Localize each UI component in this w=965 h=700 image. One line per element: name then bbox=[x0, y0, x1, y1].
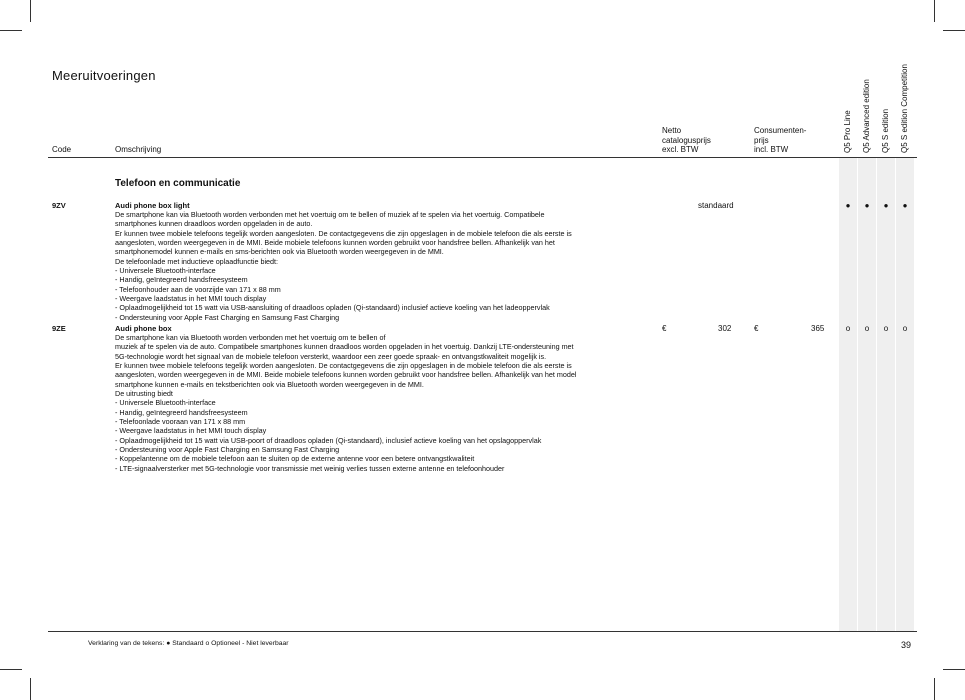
crop-mark bbox=[943, 30, 965, 31]
availability-mark: ● bbox=[864, 201, 870, 210]
header-rule bbox=[48, 157, 917, 158]
availability-mark: ● bbox=[902, 201, 908, 210]
legend: Verklaring van de tekens: ● Standaard o Optioneel - Niet leverbaar bbox=[88, 640, 289, 647]
footer-rule bbox=[48, 631, 917, 632]
crop-mark bbox=[0, 30, 22, 31]
availability-mark: o bbox=[864, 324, 870, 333]
consumer-price-value: 365 bbox=[811, 324, 825, 333]
option-description: De smartphone kan via Bluetooth worden verbonden met het voertuig om te bellen of muziek af te spelen via de auto. Compatibele smartphones kunnen draadloos worden opgeladen in het voertuig. Dankzij LTE-ondersteuning met 5G-technologie wordt het signaal van de mobiele telefoon versterkt, waardoor een zeer goede spraak- en ontvangstkwaliteit mogelijk is. Er kunnen twee mobiele telefoons tegelijk worden aangesloten. De contactgegevens die zijn opgeslagen in de mobiele telefoon die als eerste is aangesloten, worden weergegeven in de MMI. Beide mobiele telefoons kunnen worden gebruikt voor handsfree bellen. Afhankelijk van het model smartphone kunnen e-mails en tekstberichten ook via Bluetooth worden weergegeven in de MMI. De uitrusting biedt - Universele Bluetooth-interface - Handig, geïntegreerd handsfreesysteem - Telefoonlade vooraan van 171 x 88 mm - Weergave laadstatus in het MMI touch display - Oplaadmogelijkheid tot 15 watt via USB-poort of draadloos opladen (Qi-standaard), inclusief actieve koeling van het opslagoppervlak - Ondersteuning voor Apple Fast Charging en Samsung Fast Charging - Koppelantenne om de mobiele telefoon aan te sluiten op de externe antenne voor een betere ontvangstkwaliteit - LTE-signaalversterker met 5G-technologie voor transmissie met weinig verlies tussen externe antenne en telefoonhouder bbox=[115, 333, 577, 473]
currency-symbol: € bbox=[754, 324, 759, 333]
crop-mark bbox=[934, 0, 935, 22]
model-column-shade bbox=[877, 157, 895, 631]
header-code: Code bbox=[52, 145, 72, 154]
availability-mark: o bbox=[902, 324, 908, 333]
crop-mark bbox=[934, 678, 935, 700]
crop-mark bbox=[0, 669, 22, 670]
availability-mark: ● bbox=[845, 201, 851, 210]
model-column-shade bbox=[896, 157, 914, 631]
option-code: 9ZV bbox=[52, 201, 66, 210]
availability-mark: o bbox=[845, 324, 851, 333]
model-column-shade bbox=[839, 157, 857, 631]
option-description: De smartphone kan via Bluetooth worden verbonden met het voertuig om te bellen of muziek af te spelen via het voertuig. Compatibele smartphones kunnen draadloos worden opgeladen in de auto. Er kunnen twee mobiele telefoons tegelijk worden aangesloten. De contactgegevens die zijn opgeslagen in de mobiele telefoon die als eerste is aangesloten, worden weergegeven in de MMI. Beide mobiele telefoons kunnen worden gebruikt voor handsfree bellen. Afhankelijk van het smartphonemodel kunnen e-mails en sms-berichten ook via Bluetooth worden weergegeven in de MMI. De telefoonlade met inductieve oplaadfunctie biedt: - Universele Bluetooth-interface - Handig, geïntegreerd handsfreesysteem - Telefoonhouder aan de voorzijde van 171 x 88 mm - Weergave laadstatus in het MMI touch display - Oplaadmogelijkheid tot 15 watt via USB-aansluiting of draadloos opladen (Qi-standaard) inclusief actieve koeling van het ladeoppervlak - Ondersteuning voor Apple Fast Charging en Samsung Fast Charging bbox=[115, 210, 572, 322]
model-column-shade bbox=[858, 157, 876, 631]
option-title: Audi phone box bbox=[115, 324, 172, 333]
section-title: Telefoon en communicatie bbox=[115, 178, 241, 189]
header-net-price: Netto catalogusprijs excl. BTW bbox=[662, 126, 711, 154]
header-model: Q5 Pro Line bbox=[843, 110, 852, 153]
availability-mark: ● bbox=[883, 201, 889, 210]
header-consumer-price: Consumenten- prijs incl. BTW bbox=[754, 126, 807, 154]
option-title: Audi phone box light bbox=[115, 201, 190, 210]
option-code: 9ZE bbox=[52, 324, 66, 333]
crop-mark bbox=[30, 0, 31, 22]
header-model: Q5 Advanced edition bbox=[862, 79, 871, 153]
header-description: Omschrijving bbox=[115, 145, 162, 154]
crop-mark bbox=[943, 669, 965, 670]
currency-symbol: € bbox=[662, 324, 667, 333]
crop-mark bbox=[30, 678, 31, 700]
header-model: Q5 S edition bbox=[881, 108, 890, 153]
header-model: Q5 S edition Competition bbox=[900, 64, 909, 153]
availability-mark: o bbox=[883, 324, 889, 333]
net-price-value: 302 bbox=[718, 324, 732, 333]
price-standard-label: standaard bbox=[698, 201, 734, 210]
page-number: 39 bbox=[901, 640, 912, 650]
page-title: Meeruitvoeringen bbox=[52, 68, 156, 83]
